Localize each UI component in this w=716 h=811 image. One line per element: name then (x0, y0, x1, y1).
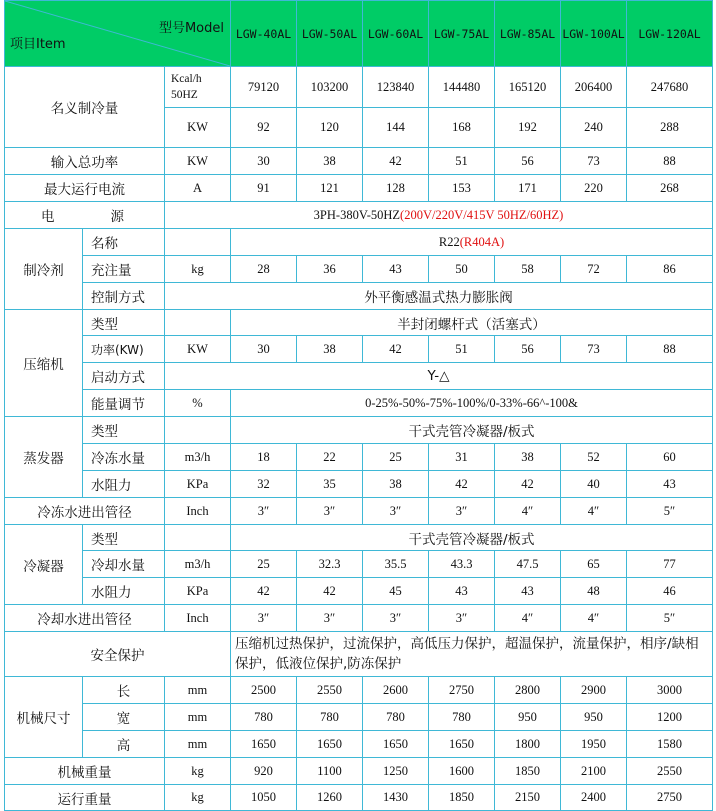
height-label: 高 (83, 731, 165, 758)
value-cell: 144480 (429, 67, 495, 108)
cooling-pipe-row (5, 605, 713, 632)
value-cell: 43.3 (429, 551, 495, 578)
value-cell: 91 (231, 175, 297, 202)
evaporator-group-label: 蒸发器 (5, 417, 83, 498)
dimensions-group-label: 机械尺寸 (5, 677, 83, 758)
value-cell: 120 (297, 108, 363, 148)
unit-cell: KPa (165, 578, 231, 605)
value-cell: 171 (495, 175, 561, 202)
value-cell: 42 (231, 578, 297, 605)
compressor-start-label: 启动方式 (83, 363, 165, 390)
condenser-flow-row (5, 551, 713, 578)
unit-cell: m3/h (165, 444, 231, 471)
evaporator-resist-row (5, 471, 713, 498)
value-cell: 92 (231, 108, 297, 148)
value-cell: 65 (561, 551, 627, 578)
chilled-pipe-row (5, 498, 713, 525)
power-supply-label-2: 源 (110, 209, 124, 225)
compressor-capacity-label: 能量调节 (83, 390, 165, 417)
value-cell: 2750 (627, 785, 713, 811)
model-cell: LGW-50AL (297, 1, 363, 67)
unit-cell (165, 310, 231, 336)
compressor-group-label: 压缩机 (5, 310, 83, 417)
value-cell: 86 (627, 256, 713, 283)
value-cell: 35 (297, 471, 363, 498)
unit-cell: m3/h (165, 551, 231, 578)
compressor-capacity-row (5, 390, 713, 417)
value-cell: 79120 (231, 67, 297, 108)
value-cell: 220 (561, 175, 627, 202)
value-cell: 3″ (297, 498, 363, 525)
value-cell: 780 (231, 704, 297, 731)
max-current-label: 最大运行电流 (5, 175, 165, 202)
compressor-start-value: Y-△ (165, 363, 713, 390)
evaporator-flow-label: 冷冻水量 (83, 444, 165, 471)
value-cell: 88 (627, 148, 713, 175)
spec-table (4, 0, 713, 811)
value-cell: 4″ (561, 605, 627, 632)
evaporator-resist-label: 水阻力 (83, 471, 165, 498)
unit-cell: kg (165, 758, 231, 785)
value-cell: 51 (429, 148, 495, 175)
value-cell: 3″ (429, 605, 495, 632)
value-cell: 2550 (627, 758, 713, 785)
value-cell: 123840 (363, 67, 429, 108)
evaporator-flow-row (5, 444, 713, 471)
unit-cell: KW (165, 336, 231, 363)
power-supply-label (5, 202, 165, 229)
value-cell: 38 (495, 444, 561, 471)
value-cell: 1850 (429, 785, 495, 811)
value-cell: 38 (363, 471, 429, 498)
value-cell: 50 (429, 256, 495, 283)
value-cell: 2600 (363, 677, 429, 704)
value-cell: 60 (627, 444, 713, 471)
refrigerant-charge-label: 充注量 (83, 256, 165, 283)
value-cell: 42 (363, 148, 429, 175)
safety-row (5, 632, 713, 677)
value-cell: 36 (297, 256, 363, 283)
power-supply-value (165, 202, 713, 229)
value-cell: 1800 (495, 731, 561, 758)
value-cell: 47.5 (495, 551, 561, 578)
unit-cell: Inch (165, 605, 231, 632)
value-cell: 42 (429, 471, 495, 498)
value-cell: 25 (231, 551, 297, 578)
value-cell: 30 (231, 336, 297, 363)
width-label: 宽 (83, 704, 165, 731)
value-cell: 240 (561, 108, 627, 148)
unit-cell: Inch (165, 498, 231, 525)
condenser-type-value: 干式壳管冷凝器/板式 (231, 525, 713, 551)
condenser-resist-label: 水阻力 (83, 578, 165, 605)
condenser-type-label: 类型 (83, 525, 165, 551)
model-cell: LGW-75AL (429, 1, 495, 67)
value-cell: 5″ (627, 498, 713, 525)
item-label: 项目Item (10, 37, 66, 52)
value-cell: 247680 (627, 67, 713, 108)
model-cell: LGW-40AL (231, 1, 297, 67)
model-cell: LGW-100AL (561, 1, 627, 67)
model-label: 型号Model (158, 21, 225, 36)
condenser-type-row (5, 525, 713, 551)
evaporator-type-label: 类型 (83, 417, 165, 444)
value-cell: 1850 (495, 758, 561, 785)
cooling-capacity-kcal-row (5, 67, 713, 108)
chilled-pipe-label: 冷冻水进出管径 (5, 498, 165, 525)
value-cell: 780 (429, 704, 495, 731)
input-power-row (5, 148, 713, 175)
unit-cell (165, 67, 231, 108)
unit-cell: KW (165, 148, 231, 175)
refrigerant-charge-row (5, 256, 713, 283)
value-cell: 2750 (429, 677, 495, 704)
unit-cell: KPa (165, 471, 231, 498)
value-cell: 1100 (297, 758, 363, 785)
value-cell: 4″ (561, 498, 627, 525)
value-cell: 42 (363, 336, 429, 363)
value-cell: 35.5 (363, 551, 429, 578)
value-cell: 168 (429, 108, 495, 148)
value-cell: 1650 (363, 731, 429, 758)
value-cell: 32.3 (297, 551, 363, 578)
value-cell: 52 (561, 444, 627, 471)
refrigerant-control-row (5, 283, 713, 310)
refrigerant-control-value: 外平衡感温式热力膨胀阀 (165, 283, 713, 310)
value-cell: 1650 (231, 731, 297, 758)
value-cell: 268 (627, 175, 713, 202)
refrigerant-name-main: R22 (438, 234, 460, 249)
value-cell: 128 (363, 175, 429, 202)
value-cell: 3″ (429, 498, 495, 525)
value-cell: 2400 (561, 785, 627, 811)
value-cell: 22 (297, 444, 363, 471)
value-cell: 18 (231, 444, 297, 471)
value-cell: 28 (231, 256, 297, 283)
unit-cell: A (165, 175, 231, 202)
value-cell: 30 (231, 148, 297, 175)
value-cell: 4″ (495, 498, 561, 525)
unit-cell: mm (165, 677, 231, 704)
condenser-flow-label: 冷却水量 (83, 551, 165, 578)
value-cell: 1650 (297, 731, 363, 758)
unit-kcal-line2: 50HZ (171, 89, 198, 101)
value-cell: 88 (627, 336, 713, 363)
safety-label: 安全保护 (5, 632, 231, 677)
power-supply-label-1: 电 (41, 209, 55, 225)
value-cell: 103200 (297, 67, 363, 108)
value-cell: 780 (297, 704, 363, 731)
cooling-pipe-label: 冷却水进出管径 (5, 605, 165, 632)
power-supply-main: 3PH-380V-50HZ (313, 207, 401, 222)
value-cell: 2150 (495, 785, 561, 811)
header-row (5, 1, 713, 67)
height-row (5, 731, 713, 758)
running-weight-row (5, 785, 713, 811)
compressor-start-row (5, 363, 713, 390)
condenser-resist-row (5, 578, 713, 605)
value-cell: 192 (495, 108, 561, 148)
value-cell: 31 (429, 444, 495, 471)
value-cell: 3″ (231, 498, 297, 525)
value-cell: 3″ (363, 498, 429, 525)
refrigerant-group-label: 制冷剂 (5, 229, 83, 310)
refrigerant-name-label: 名称 (83, 229, 165, 256)
value-cell: 2100 (561, 758, 627, 785)
value-cell: 2500 (231, 677, 297, 704)
model-cell: LGW-85AL (495, 1, 561, 67)
value-cell: 4″ (495, 605, 561, 632)
unit-cell: mm (165, 704, 231, 731)
model-cell: LGW-60AL (363, 1, 429, 67)
value-cell: 121 (297, 175, 363, 202)
unit-cell: kg (165, 785, 231, 811)
unit-kcal-line1: Kcal/h (171, 73, 202, 85)
value-cell: 1950 (561, 731, 627, 758)
value-cell: 1260 (297, 785, 363, 811)
value-cell: 40 (561, 471, 627, 498)
value-cell: 1050 (231, 785, 297, 811)
value-cell: 1430 (363, 785, 429, 811)
width-row (5, 704, 713, 731)
value-cell: 43 (627, 471, 713, 498)
header-corner-cell (5, 1, 231, 67)
value-cell: 43 (429, 578, 495, 605)
value-cell: 165120 (495, 67, 561, 108)
power-supply-row (5, 202, 713, 229)
unit-cell: % (165, 390, 231, 417)
machine-weight-row (5, 758, 713, 785)
value-cell: 2800 (495, 677, 561, 704)
value-cell: 25 (363, 444, 429, 471)
value-cell: 153 (429, 175, 495, 202)
value-cell: 206400 (561, 67, 627, 108)
value-cell: 1650 (429, 731, 495, 758)
condenser-group-label: 冷凝器 (5, 525, 83, 605)
compressor-capacity-value: 0-25%-50%-75%-100%/0-33%-66^-100& (231, 390, 713, 417)
compressor-power-label: 功率(KW) (83, 336, 165, 363)
value-cell: 3″ (297, 605, 363, 632)
safety-value: 压缩机过热保护，过流保护，高低压力保护，超温保护，流量保护，相序/缺相保护，低液位保护,防冻保护 (231, 632, 713, 677)
value-cell: 1200 (627, 704, 713, 731)
unit-cell (165, 229, 231, 256)
value-cell: 48 (561, 578, 627, 605)
running-weight-label: 运行重量 (5, 785, 165, 811)
compressor-type-value: 半封闭螺杆式（活塞式） (231, 310, 713, 336)
input-power-label: 输入总功率 (5, 148, 165, 175)
refrigerant-name-row (5, 229, 713, 256)
length-row (5, 677, 713, 704)
max-current-row (5, 175, 713, 202)
compressor-power-row (5, 336, 713, 363)
evaporator-type-value: 干式壳管冷凝器/板式 (231, 417, 713, 444)
value-cell: 43 (495, 578, 561, 605)
value-cell: 51 (429, 336, 495, 363)
value-cell: 42 (495, 471, 561, 498)
refrigerant-name-value (231, 229, 713, 256)
unit-cell: KW (165, 108, 231, 148)
value-cell: 43 (363, 256, 429, 283)
length-label: 长 (83, 677, 165, 704)
unit-cell: mm (165, 731, 231, 758)
value-cell: 2550 (297, 677, 363, 704)
unit-cell: kg (165, 256, 231, 283)
value-cell: 42 (297, 578, 363, 605)
value-cell: 1600 (429, 758, 495, 785)
value-cell: 950 (561, 704, 627, 731)
value-cell: 46 (627, 578, 713, 605)
unit-cell (165, 525, 231, 551)
value-cell: 2900 (561, 677, 627, 704)
value-cell: 77 (627, 551, 713, 578)
value-cell: 920 (231, 758, 297, 785)
value-cell: 3000 (627, 677, 713, 704)
value-cell: 38 (297, 148, 363, 175)
compressor-type-row (5, 310, 713, 336)
compressor-type-label: 类型 (83, 310, 165, 336)
value-cell: 73 (561, 336, 627, 363)
value-cell: 144 (363, 108, 429, 148)
value-cell: 1580 (627, 731, 713, 758)
value-cell: 1250 (363, 758, 429, 785)
value-cell: 72 (561, 256, 627, 283)
value-cell: 45 (363, 578, 429, 605)
value-cell: 56 (495, 336, 561, 363)
value-cell: 58 (495, 256, 561, 283)
value-cell: 780 (363, 704, 429, 731)
refrigerant-name-alt: (R404A) (459, 234, 505, 249)
value-cell: 38 (297, 336, 363, 363)
evaporator-type-row (5, 417, 713, 444)
cooling-capacity-label: 名义制冷量 (5, 67, 165, 148)
value-cell: 73 (561, 148, 627, 175)
value-cell: 56 (495, 148, 561, 175)
value-cell: 950 (495, 704, 561, 731)
power-supply-alt: (200V/220V/415V 50HZ/60HZ) (400, 207, 564, 222)
model-cell: LGW-120AL (627, 1, 713, 67)
machine-weight-label: 机械重量 (5, 758, 165, 785)
refrigerant-control-label: 控制方式 (83, 283, 165, 310)
value-cell: 32 (231, 471, 297, 498)
value-cell: 3″ (363, 605, 429, 632)
value-cell: 3″ (231, 605, 297, 632)
unit-cell (165, 417, 231, 444)
value-cell: 5″ (627, 605, 713, 632)
value-cell: 288 (627, 108, 713, 148)
